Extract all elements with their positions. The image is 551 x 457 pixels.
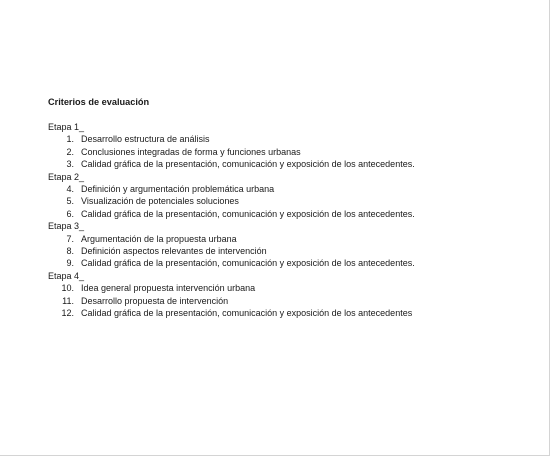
- criterion-number: 7.: [66, 233, 74, 244]
- criterion-text: Definición y argumentación problemática urbana: [81, 184, 275, 195]
- criterion-number: 2.: [66, 146, 74, 157]
- criterion-text: Calidad gráfica de la presentación, comunicación y exposición de los antecedentes.: [81, 258, 415, 269]
- stage-label: Etapa 4_: [48, 270, 85, 281]
- criterion-text: Visualización de potenciales soluciones: [81, 196, 239, 207]
- stage-3: [48, 220, 528, 270]
- criterion-item: [48, 158, 528, 170]
- criterion-number: 1.: [66, 134, 74, 145]
- criterion-number: 8.: [66, 246, 74, 257]
- criterion-text: Desarrollo propuesta de intervención: [81, 295, 229, 306]
- criterion-text: Calidad gráfica de la presentación, comunicación y exposición de los antecedentes.: [81, 159, 415, 170]
- criterion-number: 3.: [66, 159, 74, 170]
- criterion-text: Conclusiones integradas de forma y funciones urbanas: [81, 146, 301, 157]
- stage-1: [48, 121, 528, 171]
- criterion-item: [48, 245, 528, 257]
- criteria-list: [48, 233, 528, 270]
- criterion-number: 11.: [62, 295, 74, 306]
- document-title: Criterios de evaluación: [48, 97, 150, 107]
- criterion-item: [48, 208, 528, 220]
- criterion-item: [48, 146, 528, 158]
- criterion-item: [48, 195, 528, 207]
- criterion-item: [48, 133, 528, 145]
- criterion-item: [48, 257, 528, 269]
- criterion-text: Desarrollo estructura de análisis: [81, 134, 210, 145]
- criterion-number: 12.: [61, 308, 74, 319]
- criteria-list: [48, 282, 528, 319]
- stage-label: Etapa 3_: [48, 221, 85, 232]
- criterion-number: 10.: [61, 283, 74, 294]
- criterion-item: [48, 183, 528, 195]
- criterion-text: Idea general propuesta intervención urbana: [81, 283, 256, 294]
- criterion-number: 4.: [66, 184, 74, 195]
- criterion-text: Calidad gráfica de la presentación, comunicación y exposición de los antecedentes.: [81, 208, 415, 219]
- criterion-number: 9.: [66, 258, 74, 269]
- criterion-number: 6.: [66, 208, 74, 219]
- stage-label: Etapa 1_: [48, 122, 85, 132]
- criterion-item: [48, 233, 528, 245]
- criteria-list: [48, 133, 528, 170]
- stage-4: [48, 270, 528, 320]
- stage-2: [48, 171, 528, 221]
- document-content: [48, 96, 528, 320]
- criterion-text: Definición aspectos relevantes de intervención: [81, 246, 267, 257]
- stage-label: Etapa 2_: [48, 171, 85, 182]
- criterion-number: 5.: [66, 196, 74, 207]
- criterion-item: [48, 307, 528, 319]
- criteria-list: [48, 183, 528, 220]
- criterion-item: [48, 282, 528, 294]
- criterion-item: [48, 295, 528, 307]
- criterion-text: Argumentación de la propuesta urbana: [81, 233, 237, 244]
- criterion-text: Calidad gráfica de la presentación, comunicación y exposición de los antecedentes: [81, 308, 413, 319]
